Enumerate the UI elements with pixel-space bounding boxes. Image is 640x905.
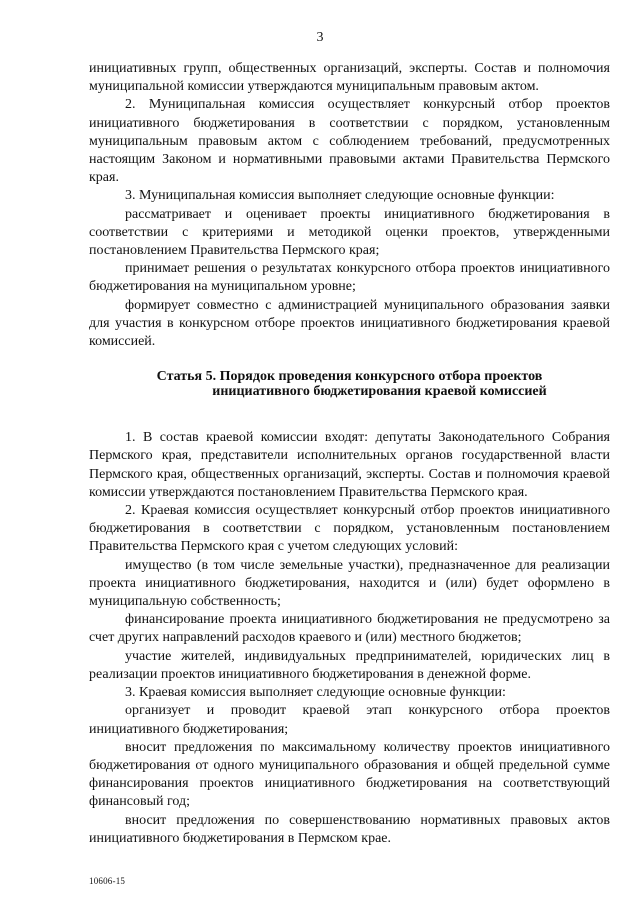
article-heading bbox=[89, 369, 610, 399]
paragraph: финансирование проекта инициативного бюджетирования не предусмотрено за счет других направлений расходов краевого и (или) местного бюджетов; bbox=[89, 612, 610, 646]
paragraph: формирует совместно с администрацией муниципального образования заявки для участия в конкурсном отборе проектов инициативного бюджетирования краевой комиссией. bbox=[89, 297, 610, 350]
paragraph: 3. Краевая комиссия выполняет следующие основные функции: bbox=[125, 685, 506, 701]
paragraph: 2. Муниципальная комиссия осуществляет конкурсный отбор проектов инициативного бюджетирования в соответствии с порядком, установленным муниципальным правовым актом с соблюдением требований, предусмотренных настоящим Законом и нормативными правовыми актами Правительства Пермского края. bbox=[89, 97, 610, 186]
paragraph: участие жителей, индивидуальных предпринимателей, юридических лиц в реализации проектов инициативного бюджетирования в денежной форме. bbox=[89, 648, 610, 682]
article-4-continuation bbox=[89, 60, 610, 351]
paragraph: организует и проводит краевой этап конкурсного отбора проектов инициативного бюджетирования; bbox=[89, 703, 610, 737]
article-heading-line-1: Статья 5. Порядок проведения конкурсного отбора проектов bbox=[156, 369, 543, 385]
paragraph: 3. Муниципальная комиссия выполняет следующие основные функции: bbox=[125, 188, 555, 204]
paragraph: рассматривает и оценивает проекты инициативного бюджетирования в соответствии с критериями и методикой оценки проектов, утвержденными постановлением Правительства Пермского края; bbox=[89, 206, 610, 259]
document-code: 10606-15 bbox=[89, 876, 126, 886]
paragraph: имущество (в том числе земельные участки), предназначенное для реализации проекта инициативного бюджетирования, находится и (или) будет оформлено в муниципальную собственность; bbox=[89, 557, 610, 610]
article-heading-line-2: инициативного бюджетирования краевой комиссией bbox=[212, 384, 547, 400]
page-number: 3 bbox=[316, 30, 324, 45]
paragraph: вносит предложения по максимальному количеству проектов инициативного бюджетирования от одного муниципального образования и общей предельной сумме финансирования проектов инициативного бюджетирования на соответствующий финансовый год; bbox=[89, 739, 610, 810]
paragraph: вносит предложения по совершенствованию нормативных правовых актов инициативного бюджетирования в Пермском крае. bbox=[89, 812, 610, 846]
document-body bbox=[89, 60, 610, 848]
paragraph: 1. В состав краевой комиссии входят: депутаты Законодательного Собрания Пермского края, представители исполнительных органов государственной власти Пермского края, общественных организаций, эксперты. Состав и полномочия краевой комиссии утверждаются постановлением Правительства Пермского края. bbox=[89, 430, 610, 500]
paragraph: 2. Краевая комиссия осуществляет конкурсный отбор проектов инициативного бюджетирования в соответствии с порядком, установленным постановлением Правительства Пермского края с учетом следующих условий: bbox=[89, 503, 610, 555]
article-5-body bbox=[89, 429, 610, 848]
paragraph: инициативных групп, общественных организаций, эксперты. Состав и полномочия муниципальной комиссии утверждаются муниципальным правовым актом. bbox=[89, 61, 610, 95]
paragraph: принимает решения о результатах конкурсного отбора проектов инициативного бюджетирования на муниципальном уровне; bbox=[89, 261, 610, 295]
